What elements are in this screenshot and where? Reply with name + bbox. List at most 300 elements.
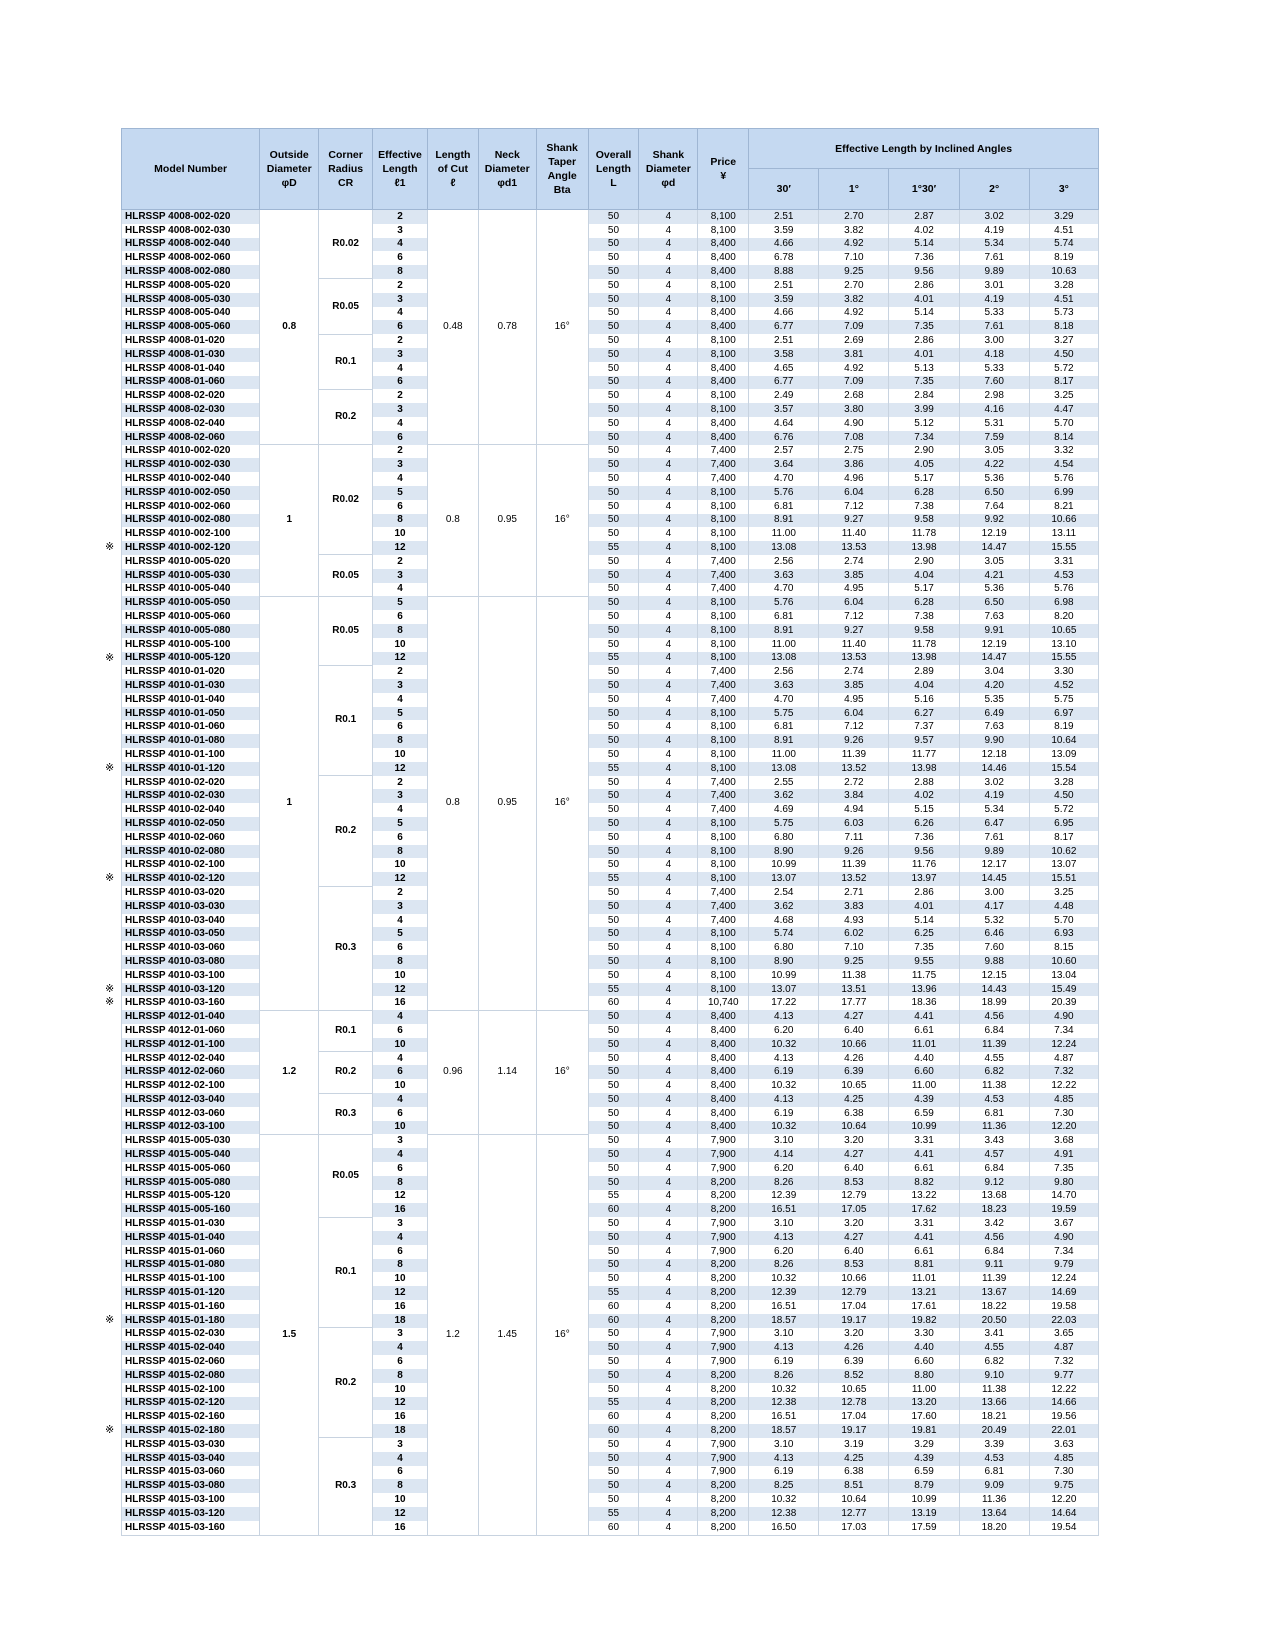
- effective-length-cell: 18: [373, 1314, 428, 1328]
- inclined-length-cell: 2.56: [749, 665, 819, 679]
- price-cell: 8,200: [698, 1176, 749, 1190]
- effective-length-cell: 4: [373, 1052, 428, 1066]
- model-number-cell: [122, 265, 260, 279]
- inclined-length-cell: 8.79: [889, 1479, 959, 1493]
- model-number-cell: [122, 1438, 260, 1452]
- inclined-length-cell: 5.75: [1029, 693, 1098, 707]
- inclined-length-cell: 7.32: [1029, 1355, 1098, 1369]
- model-number-cell: [122, 376, 260, 390]
- inclined-length-cell: 13.51: [819, 983, 889, 997]
- inclined-length-cell: 9.58: [889, 624, 959, 638]
- price-cell: 8,200: [698, 1314, 749, 1328]
- inclined-length-cell: 9.88: [959, 955, 1029, 969]
- effective-length-cell: 3: [373, 679, 428, 693]
- overall-length-cell: 55: [588, 541, 639, 555]
- inclined-length-cell: 11.39: [959, 1038, 1029, 1052]
- overall-length-cell: 50: [588, 417, 639, 431]
- price-cell: 8,400: [698, 417, 749, 431]
- effective-length-cell: 12: [373, 762, 428, 776]
- corner-radius-cell: R0.1: [319, 1010, 373, 1051]
- shank-diameter-cell: 4: [639, 1410, 698, 1424]
- effective-length-cell: 4: [373, 1231, 428, 1245]
- header-line: of Cut: [437, 163, 469, 175]
- price-cell: 7,900: [698, 1438, 749, 1452]
- overall-length-cell: 55: [588, 983, 639, 997]
- corner-radius-cell: R0.1: [319, 334, 373, 389]
- inclined-length-cell: 8.81: [889, 1259, 959, 1273]
- inclined-length-cell: 2.87: [889, 210, 959, 224]
- inclined-length-cell: 5.13: [889, 362, 959, 376]
- shank-diameter-cell: 4: [639, 720, 698, 734]
- reference-mark: ※: [105, 982, 115, 995]
- inclined-length-cell: 4.50: [1029, 348, 1098, 362]
- model-number-text: HLRSSP 4015-01-030: [125, 1218, 225, 1230]
- price-cell: 8,400: [698, 1079, 749, 1093]
- price-cell: 8,100: [698, 969, 749, 983]
- price-cell: 8,100: [698, 403, 749, 417]
- model-number-cell: [122, 1369, 260, 1383]
- inclined-length-cell: 5.72: [1029, 362, 1098, 376]
- header-angle-1deg30min: 1°30′: [889, 169, 959, 210]
- shank-diameter-cell: 4: [639, 389, 698, 403]
- header-line: Bta: [553, 184, 571, 196]
- inclined-length-cell: 7.59: [959, 431, 1029, 445]
- price-cell: 7,400: [698, 900, 749, 914]
- inclined-length-cell: 7.34: [889, 431, 959, 445]
- price-cell: 8,100: [698, 762, 749, 776]
- model-number-text: HLRSSP 4015-03-030: [125, 1438, 225, 1450]
- model-number-text: HLRSSP 4010-02-030: [125, 790, 225, 802]
- model-number-text: HLRSSP 4008-02-040: [125, 417, 225, 429]
- inclined-length-cell: 10.32: [749, 1272, 819, 1286]
- inclined-length-cell: 2.51: [749, 279, 819, 293]
- effective-length-cell: 5: [373, 707, 428, 721]
- effective-length-cell: 10: [373, 748, 428, 762]
- inclined-length-cell: 13.10: [1029, 638, 1098, 652]
- model-number-cell: [122, 624, 260, 638]
- shank-diameter-cell: 4: [639, 458, 698, 472]
- model-number-cell: [105, 982, 260, 997]
- overall-length-cell: 50: [588, 1438, 639, 1452]
- outside-diameter-cell: 1: [260, 445, 319, 597]
- overall-length-cell: 50: [588, 596, 639, 610]
- overall-length-cell: 50: [588, 1134, 639, 1148]
- shank-diameter-cell: 4: [639, 1314, 698, 1328]
- inclined-length-cell: 8.26: [749, 1369, 819, 1383]
- inclined-length-cell: 2.51: [749, 210, 819, 224]
- inclined-length-cell: 17.61: [889, 1300, 959, 1314]
- inclined-length-cell: 6.61: [889, 1162, 959, 1176]
- overall-length-cell: 50: [588, 886, 639, 900]
- shank-diameter-cell: 4: [639, 1479, 698, 1493]
- inclined-length-cell: 5.76: [749, 596, 819, 610]
- inclined-length-cell: 3.25: [1029, 389, 1098, 403]
- shank-diameter-cell: 4: [639, 748, 698, 762]
- effective-length-cell: 4: [373, 803, 428, 817]
- model-number-text: HLRSSP 4010-03-050: [125, 928, 225, 940]
- inclined-length-cell: 13.08: [749, 652, 819, 666]
- shank-diameter-cell: 4: [639, 707, 698, 721]
- price-cell: 10,740: [698, 996, 749, 1010]
- inclined-length-cell: 18.57: [749, 1424, 819, 1438]
- shank-diameter-cell: 4: [639, 914, 698, 928]
- inclined-length-cell: 13.98: [889, 541, 959, 555]
- model-number-cell: [122, 389, 260, 403]
- header-line: Radius: [328, 163, 364, 175]
- shank-diameter-cell: 4: [639, 831, 698, 845]
- inclined-length-cell: 6.95: [1029, 817, 1098, 831]
- inclined-length-cell: 6.60: [889, 1355, 959, 1369]
- model-number-cell: [122, 693, 260, 707]
- model-number-cell: [122, 941, 260, 955]
- overall-length-cell: 50: [588, 845, 639, 859]
- header-line: L: [610, 177, 617, 189]
- inclined-length-cell: 6.28: [889, 596, 959, 610]
- overall-length-cell: 50: [588, 1093, 639, 1107]
- price-cell: 8,200: [698, 1493, 749, 1507]
- overall-length-cell: 50: [588, 265, 639, 279]
- price-cell: 8,400: [698, 1107, 749, 1121]
- model-number-cell: [122, 1038, 260, 1052]
- inclined-length-cell: 9.57: [889, 734, 959, 748]
- shank-diameter-cell: 4: [639, 1286, 698, 1300]
- inclined-length-cell: 7.63: [959, 720, 1029, 734]
- reference-mark: ※: [105, 541, 115, 554]
- inclined-length-cell: 3.86: [819, 458, 889, 472]
- model-number-text: HLRSSP 4010-005-120: [125, 652, 231, 664]
- corner-radius-cell: R0.02: [319, 210, 373, 279]
- inclined-length-cell: 10.32: [749, 1079, 819, 1093]
- model-number-text: HLRSSP 4015-01-100: [125, 1273, 225, 1285]
- model-number-text: HLRSSP 4008-005-020: [125, 279, 231, 291]
- shank-diameter-cell: 4: [639, 1024, 698, 1038]
- model-number-cell: [122, 831, 260, 845]
- effective-length-cell: 2: [373, 665, 428, 679]
- model-number-text: HLRSSP 4015-005-030: [125, 1135, 231, 1147]
- model-number-text: HLRSSP 4015-02-040: [125, 1342, 225, 1354]
- inclined-length-cell: 2.88: [889, 776, 959, 790]
- corner-radius-cell: R0.05: [319, 555, 373, 596]
- inclined-length-cell: 6.19: [749, 1355, 819, 1369]
- shank-diameter-cell: 4: [639, 541, 698, 555]
- price-cell: 7,400: [698, 776, 749, 790]
- model-number-cell: [122, 858, 260, 872]
- shank-diameter-cell: 4: [639, 238, 698, 252]
- shank-diameter-cell: 4: [639, 486, 698, 500]
- shank-diameter-cell: 4: [639, 1300, 698, 1314]
- inclined-length-cell: 20.50: [959, 1314, 1029, 1328]
- inclined-length-cell: 11.38: [959, 1383, 1029, 1397]
- model-number-cell: [122, 445, 260, 459]
- corner-radius-cell: R0.3: [319, 1093, 373, 1134]
- inclined-length-cell: 3.63: [749, 569, 819, 583]
- effective-length-cell: 2: [373, 555, 428, 569]
- inclined-length-cell: 6.84: [959, 1245, 1029, 1259]
- shank-diameter-cell: 4: [639, 1052, 698, 1066]
- model-number-text: HLRSSP 4015-03-060: [125, 1466, 225, 1478]
- header-price: [698, 129, 749, 210]
- header-line: Corner: [328, 149, 363, 161]
- reference-mark: ※: [105, 1424, 115, 1437]
- inclined-length-cell: 7.30: [1029, 1466, 1098, 1480]
- overall-length-cell: 55: [588, 1190, 639, 1204]
- inclined-length-cell: 12.22: [1029, 1079, 1098, 1093]
- effective-length-cell: 12: [373, 872, 428, 886]
- shank-diameter-cell: 4: [639, 555, 698, 569]
- header-line: Outside: [269, 149, 309, 161]
- price-cell: 8,100: [698, 514, 749, 528]
- overall-length-cell: 50: [588, 1176, 639, 1190]
- model-number-text: HLRSSP 4010-002-120: [125, 542, 231, 554]
- inclined-length-cell: 13.19: [889, 1507, 959, 1521]
- model-number-text: HLRSSP 4015-01-160: [125, 1300, 225, 1312]
- shank-diameter-cell: 4: [639, 900, 698, 914]
- reference-mark: ※: [105, 872, 115, 885]
- price-cell: 7,400: [698, 458, 749, 472]
- inclined-length-cell: 12.77: [819, 1507, 889, 1521]
- model-number-text: HLRSSP 4010-01-080: [125, 735, 225, 747]
- inclined-length-cell: 4.56: [959, 1010, 1029, 1024]
- inclined-length-cell: 12.79: [819, 1286, 889, 1300]
- overall-length-cell: 50: [588, 1479, 639, 1493]
- inclined-length-cell: 10.32: [749, 1493, 819, 1507]
- effective-length-cell: 3: [373, 403, 428, 417]
- price-cell: 8,400: [698, 1121, 749, 1135]
- model-number-cell: [122, 665, 260, 679]
- inclined-length-cell: 4.19: [959, 293, 1029, 307]
- overall-length-cell: 50: [588, 707, 639, 721]
- price-cell: 8,100: [698, 486, 749, 500]
- overall-length-cell: 50: [588, 1010, 639, 1024]
- inclined-length-cell: 4.53: [1029, 569, 1098, 583]
- inclined-length-cell: 6.04: [819, 707, 889, 721]
- inclined-length-cell: 3.42: [959, 1217, 1029, 1231]
- inclined-length-cell: 11.00: [749, 748, 819, 762]
- shank-diameter-cell: 4: [639, 803, 698, 817]
- inclined-length-cell: 17.04: [819, 1410, 889, 1424]
- inclined-length-cell: 13.97: [889, 872, 959, 886]
- shank-diameter-cell: 4: [639, 1190, 698, 1204]
- effective-length-cell: 6: [373, 1466, 428, 1480]
- inclined-length-cell: 14.69: [1029, 1286, 1098, 1300]
- price-cell: 8,200: [698, 1286, 749, 1300]
- overall-length-cell: 50: [588, 914, 639, 928]
- inclined-length-cell: 4.13: [749, 1341, 819, 1355]
- inclined-length-cell: 6.97: [1029, 707, 1098, 721]
- inclined-length-cell: 3.00: [959, 886, 1029, 900]
- overall-length-cell: 60: [588, 1314, 639, 1328]
- overall-length-cell: 50: [588, 900, 639, 914]
- inclined-length-cell: 19.82: [889, 1314, 959, 1328]
- price-cell: 8,100: [698, 596, 749, 610]
- overall-length-cell: 50: [588, 1231, 639, 1245]
- shank-diameter-cell: 4: [639, 789, 698, 803]
- header-corner-radius: [319, 129, 373, 210]
- inclined-length-cell: 14.47: [959, 652, 1029, 666]
- inclined-length-cell: 7.08: [819, 431, 889, 445]
- overall-length-cell: 50: [588, 1245, 639, 1259]
- model-number-text: HLRSSP 4015-005-120: [125, 1190, 231, 1202]
- shank-diameter-cell: 4: [639, 1231, 698, 1245]
- neck-diameter-cell: 1.45: [478, 1134, 536, 1535]
- length-of-cut-cell: 0.8: [427, 596, 478, 1010]
- inclined-length-cell: 4.70: [749, 472, 819, 486]
- inclined-length-cell: 7.61: [959, 320, 1029, 334]
- inclined-length-cell: 5.34: [959, 803, 1029, 817]
- inclined-length-cell: 11.38: [819, 969, 889, 983]
- shank-diameter-cell: 4: [639, 679, 698, 693]
- shank-diameter-cell: 4: [639, 362, 698, 376]
- inclined-length-cell: 13.96: [889, 983, 959, 997]
- inclined-length-cell: 5.36: [959, 472, 1029, 486]
- effective-length-cell: 8: [373, 624, 428, 638]
- inclined-length-cell: 12.24: [1029, 1272, 1098, 1286]
- price-cell: 7,900: [698, 1231, 749, 1245]
- model-number-text: HLRSSP 4008-005-040: [125, 307, 231, 319]
- inclined-length-cell: 14.46: [959, 762, 1029, 776]
- inclined-length-cell: 9.77: [1029, 1369, 1098, 1383]
- overall-length-cell: 50: [588, 279, 639, 293]
- corner-radius-cell: R0.3: [319, 1438, 373, 1535]
- overall-length-cell: 50: [588, 1341, 639, 1355]
- overall-length-cell: 50: [588, 1038, 639, 1052]
- effective-length-cell: 3: [373, 569, 428, 583]
- model-number-text: HLRSSP 4008-02-030: [125, 404, 225, 416]
- inclined-length-cell: 6.80: [749, 831, 819, 845]
- inclined-length-cell: 7.34: [1029, 1024, 1098, 1038]
- inclined-length-cell: 5.76: [1029, 472, 1098, 486]
- model-number-cell: [105, 761, 260, 776]
- inclined-length-cell: 3.02: [959, 210, 1029, 224]
- price-cell: 7,900: [698, 1245, 749, 1259]
- model-number-text: HLRSSP 4010-005-080: [125, 624, 231, 636]
- effective-length-cell: 10: [373, 527, 428, 541]
- model-number-text: HLRSSP 4010-002-040: [125, 473, 231, 485]
- model-number-cell: [122, 251, 260, 265]
- inclined-length-cell: 5.75: [749, 707, 819, 721]
- inclined-length-cell: 15.49: [1029, 983, 1098, 997]
- corner-radius-cell: R0.2: [319, 1328, 373, 1438]
- inclined-length-cell: 6.19: [749, 1065, 819, 1079]
- effective-length-cell: 12: [373, 541, 428, 555]
- overall-length-cell: 55: [588, 762, 639, 776]
- inclined-length-cell: 13.07: [1029, 858, 1098, 872]
- model-number-text: HLRSSP 4010-02-100: [125, 859, 225, 871]
- inclined-length-cell: 6.27: [889, 707, 959, 721]
- inclined-length-cell: 4.96: [819, 472, 889, 486]
- model-number-text: HLRSSP 4010-03-020: [125, 886, 225, 898]
- effective-length-cell: 6: [373, 610, 428, 624]
- inclined-length-cell: 14.45: [959, 872, 1029, 886]
- model-number-cell: [122, 1079, 260, 1093]
- inclined-length-cell: 3.27: [1029, 334, 1098, 348]
- inclined-length-cell: 12.39: [749, 1286, 819, 1300]
- shank-diameter-cell: 4: [639, 210, 698, 224]
- model-number-cell: [122, 527, 260, 541]
- header-line: Diameter: [266, 163, 312, 175]
- inclined-length-cell: 6.38: [819, 1466, 889, 1480]
- corner-radius-cell: R0.1: [319, 1217, 373, 1327]
- overall-length-cell: 50: [588, 307, 639, 321]
- shank-taper-angle-cell: 16°: [536, 1134, 588, 1535]
- shank-diameter-cell: 4: [639, 969, 698, 983]
- inclined-length-cell: 8.91: [749, 734, 819, 748]
- shank-diameter-cell: 4: [639, 307, 698, 321]
- model-number-cell: [122, 789, 260, 803]
- effective-length-cell: 16: [373, 1203, 428, 1217]
- inclined-length-cell: 7.60: [959, 376, 1029, 390]
- model-number-cell: [122, 583, 260, 597]
- price-cell: 8,200: [698, 1410, 749, 1424]
- model-number-cell: [122, 1024, 260, 1038]
- header-angle-2deg: 2°: [959, 169, 1029, 210]
- effective-length-cell: 6: [373, 1162, 428, 1176]
- inclined-length-cell: 3.84: [819, 789, 889, 803]
- price-cell: 8,400: [698, 376, 749, 390]
- effective-length-cell: 6: [373, 1065, 428, 1079]
- inclined-length-cell: 7.30: [1029, 1107, 1098, 1121]
- overall-length-cell: 50: [588, 734, 639, 748]
- inclined-length-cell: 16.51: [749, 1410, 819, 1424]
- inclined-length-cell: 10.64: [819, 1121, 889, 1135]
- inclined-length-cell: 4.39: [889, 1452, 959, 1466]
- inclined-length-cell: 3.99: [889, 403, 959, 417]
- inclined-length-cell: 18.21: [959, 1410, 1029, 1424]
- inclined-length-cell: 7.12: [819, 500, 889, 514]
- inclined-length-cell: 2.86: [889, 279, 959, 293]
- price-cell: 8,100: [698, 707, 749, 721]
- corner-radius-cell: R0.3: [319, 886, 373, 1010]
- model-number-text: HLRSSP 4010-005-060: [125, 611, 231, 622]
- price-cell: 8,100: [698, 831, 749, 845]
- model-number-text: HLRSSP 4015-005-060: [125, 1162, 231, 1174]
- inclined-length-cell: 4.90: [1029, 1010, 1098, 1024]
- inclined-length-cell: 4.39: [889, 1093, 959, 1107]
- price-cell: 7,400: [698, 445, 749, 459]
- shank-diameter-cell: 4: [639, 1259, 698, 1273]
- header-line: Effective: [378, 149, 422, 161]
- effective-length-cell: 18: [373, 1424, 428, 1438]
- shank-diameter-cell: 4: [639, 1369, 698, 1383]
- inclined-length-cell: 13.52: [819, 872, 889, 886]
- model-number-cell: [122, 1300, 260, 1314]
- model-number-text: HLRSSP 4008-02-060: [125, 431, 225, 443]
- inclined-length-cell: 13.20: [889, 1397, 959, 1411]
- inclined-length-cell: 13.67: [959, 1286, 1029, 1300]
- effective-length-cell: 6: [373, 431, 428, 445]
- model-number-cell: [105, 872, 260, 886]
- inclined-length-cell: 9.25: [819, 265, 889, 279]
- model-number-text: HLRSSP 4010-002-080: [125, 514, 231, 526]
- model-number-cell: [122, 886, 260, 900]
- inclined-length-cell: 3.64: [749, 458, 819, 472]
- header-line: φd1: [497, 177, 518, 189]
- overall-length-cell: 50: [588, 1355, 639, 1369]
- shank-diameter-cell: 4: [639, 996, 698, 1010]
- inclined-length-cell: 5.36: [959, 583, 1029, 597]
- inclined-length-cell: 11.00: [749, 638, 819, 652]
- inclined-length-cell: 6.25: [889, 927, 959, 941]
- inclined-length-cell: 11.78: [889, 638, 959, 652]
- model-number-text: HLRSSP 4015-03-160: [125, 1521, 225, 1533]
- inclined-length-cell: 4.14: [749, 1148, 819, 1162]
- inclined-length-cell: 5.14: [889, 307, 959, 321]
- header-shank-diameter: [639, 129, 698, 210]
- effective-length-cell: 12: [373, 1190, 428, 1204]
- inclined-length-cell: 3.62: [749, 789, 819, 803]
- shank-diameter-cell: 4: [639, 1093, 698, 1107]
- inclined-length-cell: 4.27: [819, 1148, 889, 1162]
